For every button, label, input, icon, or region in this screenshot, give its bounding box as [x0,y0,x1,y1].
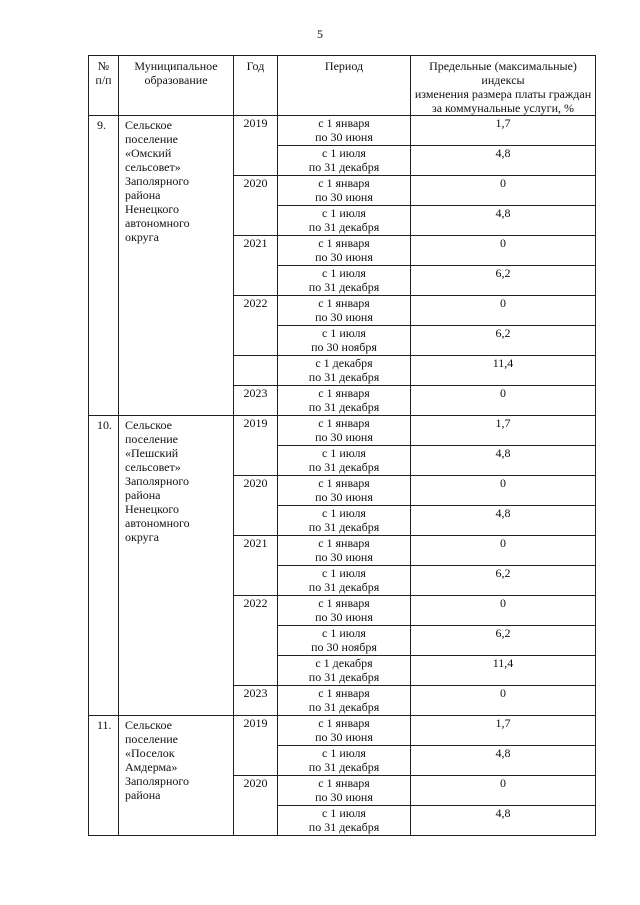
period-line: с 1 июля [322,266,366,280]
period-cell [278,536,411,566]
period-cell [278,566,411,596]
period-line: с 1 июля [322,746,366,760]
period-cell [278,236,411,266]
period-line: по 30 ноября [311,340,377,354]
index-value: 0 [411,386,596,416]
period-line: с 1 января [318,716,370,730]
index-value: 0 [411,296,596,326]
table-row [89,416,596,446]
index-value: 0 [411,476,596,506]
municipality-line: автономного [125,516,190,530]
period-line: с 1 января [318,236,370,250]
municipality-line: «Омский [125,146,172,160]
year-cell: 2021 [234,236,278,296]
index-value: 6,2 [411,326,596,356]
period-line: по 31 декабря [308,160,380,174]
period-line: по 31 декабря [308,670,380,684]
period-cell [278,416,411,446]
period-cell [278,356,411,386]
period-line: с 1 января [318,776,370,790]
row-number: 9. [89,116,119,416]
municipality-line: Сельское [125,118,172,132]
year-cell: 2021 [234,536,278,596]
period-line: с 1 июля [322,806,366,820]
period-cell [278,446,411,476]
header-number-line: № [97,59,110,73]
period-line: по 30 июня [315,730,373,744]
period-line: с 1 июля [322,326,366,340]
index-value: 4,8 [411,206,596,236]
period-line: по 30 июня [315,250,373,264]
index-value: 4,8 [411,746,596,776]
period-cell [278,656,411,686]
period-cell [278,506,411,536]
period-cell [278,596,411,626]
municipality-line: поселение [125,732,179,746]
period-cell [278,296,411,326]
period-line: по 30 июня [315,610,373,624]
period-line: по 30 июня [315,310,373,324]
year-cell: 2020 [234,476,278,536]
period-line: с 1 января [318,296,370,310]
period-cell [278,716,411,746]
index-value: 4,8 [411,446,596,476]
header-number [89,56,119,116]
period-line: с 1 июля [322,566,366,580]
year-cell: 2020 [234,176,278,236]
period-line: с 1 января [318,116,370,130]
header-municipality-line: Муниципальное [134,59,218,73]
header-municipality-line: образование [144,73,208,87]
table-row [89,716,596,746]
index-value: 4,8 [411,806,596,836]
index-value: 0 [411,176,596,206]
period-line: с 1 июля [322,146,366,160]
municipality-line: сельсовет» [125,160,181,174]
municipality-line: Заполярного [125,474,189,488]
period-cell [278,206,411,236]
table-body [89,116,596,836]
period-line: по 31 декабря [308,820,380,834]
period-line: с 1 января [318,386,370,400]
header-index-line: Предельные (максимальные) индексы [429,59,577,87]
index-value: 1,7 [411,416,596,446]
index-value: 11,4 [411,356,596,386]
period-line: с 1 июля [322,446,366,460]
municipality-line: автономного [125,216,190,230]
year-cell: 2019 [234,116,278,176]
row-number: 10. [89,416,119,716]
period-line: по 30 июня [315,790,373,804]
period-line: по 30 ноября [311,640,377,654]
period-line: по 31 декабря [308,760,380,774]
index-value: 0 [411,236,596,266]
table-header-row [89,56,596,116]
year-cell: 2022 [234,596,278,686]
header-number-line: п/п [95,73,112,87]
index-value: 0 [411,776,596,806]
municipality-cell [119,416,234,716]
index-value: 0 [411,536,596,566]
municipality-line: «Поселок [125,746,175,760]
year-cell: 2022 [234,296,278,356]
municipality-line: Сельское [125,718,172,732]
municipality-line: Сельское [125,418,172,432]
period-cell [278,266,411,296]
municipality-line: Заполярного [125,774,189,788]
period-line: с 1 января [318,476,370,490]
period-cell [278,386,411,416]
municipality-line: района [125,188,161,202]
header-index [411,56,596,116]
header-index-line: за коммунальные услуги, % [431,101,575,115]
period-line: с 1 июля [322,506,366,520]
period-line: по 30 июня [315,490,373,504]
municipality-line: района [125,488,161,502]
period-line: по 31 декабря [308,280,380,294]
period-cell [278,686,411,716]
period-line: с 1 июля [322,626,366,640]
period-line: с 1 января [318,686,370,700]
municipality-line: «Пешский [125,446,179,460]
period-line: по 31 декабря [308,370,380,384]
page-number: 5 [317,27,323,41]
period-cell [278,176,411,206]
index-value: 0 [411,686,596,716]
index-value: 1,7 [411,716,596,746]
index-value: 0 [411,596,596,626]
municipality-cell [119,716,234,836]
period-cell [278,476,411,506]
row-number: 11. [89,716,119,836]
year-cell: 2019 [234,716,278,776]
index-value: 6,2 [411,266,596,296]
period-line: с 1 января [318,596,370,610]
period-cell [278,116,411,146]
municipality-line: Амдерма» [125,760,178,774]
index-value: 6,2 [411,626,596,656]
period-cell [278,776,411,806]
year-cell: 2019 [234,416,278,476]
period-line: по 30 июня [315,130,373,144]
period-line: по 31 декабря [308,520,380,534]
year-cell: 2023 [234,686,278,716]
period-line: по 31 декабря [308,400,380,414]
municipality-cell [119,116,234,416]
index-value: 6,2 [411,566,596,596]
municipality-line: поселение [125,432,179,446]
header-index-line: изменения размера платы граждан [414,87,592,101]
municipality-line: сельсовет» [125,460,181,474]
period-line: по 31 декабря [308,700,380,714]
tariff-index-table [88,55,596,836]
year-cell [234,356,278,386]
period-line: с 1 января [318,416,370,430]
period-line: по 30 июня [315,550,373,564]
municipality-line: Ненецкого [125,502,180,516]
index-value: 4,8 [411,506,596,536]
municipality-line: поселение [125,132,179,146]
period-line: с 1 января [318,536,370,550]
header-municipality [119,56,234,116]
header-period: Период [278,56,411,116]
header-year: Год [234,56,278,116]
index-value: 1,7 [411,116,596,146]
period-line: по 31 декабря [308,460,380,474]
period-line: по 31 декабря [308,220,380,234]
period-cell [278,326,411,356]
municipality-line: округа [125,530,159,544]
index-value: 11,4 [411,656,596,686]
period-line: с 1 июля [322,206,366,220]
municipality-line: округа [125,230,159,244]
year-cell: 2020 [234,776,278,836]
municipality-line: Заполярного [125,174,189,188]
period-line: по 30 июня [315,430,373,444]
period-cell [278,806,411,836]
period-cell [278,146,411,176]
period-cell [278,746,411,776]
period-line: с 1 декабря [315,356,373,370]
index-value: 4,8 [411,146,596,176]
period-cell [278,626,411,656]
municipality-line: Ненецкого [125,202,180,216]
period-line: по 31 декабря [308,580,380,594]
period-line: с 1 декабря [315,656,373,670]
period-line: с 1 января [318,176,370,190]
period-line: по 30 июня [315,190,373,204]
municipality-line: района [125,788,161,802]
year-cell: 2023 [234,386,278,416]
table-row [89,116,596,146]
